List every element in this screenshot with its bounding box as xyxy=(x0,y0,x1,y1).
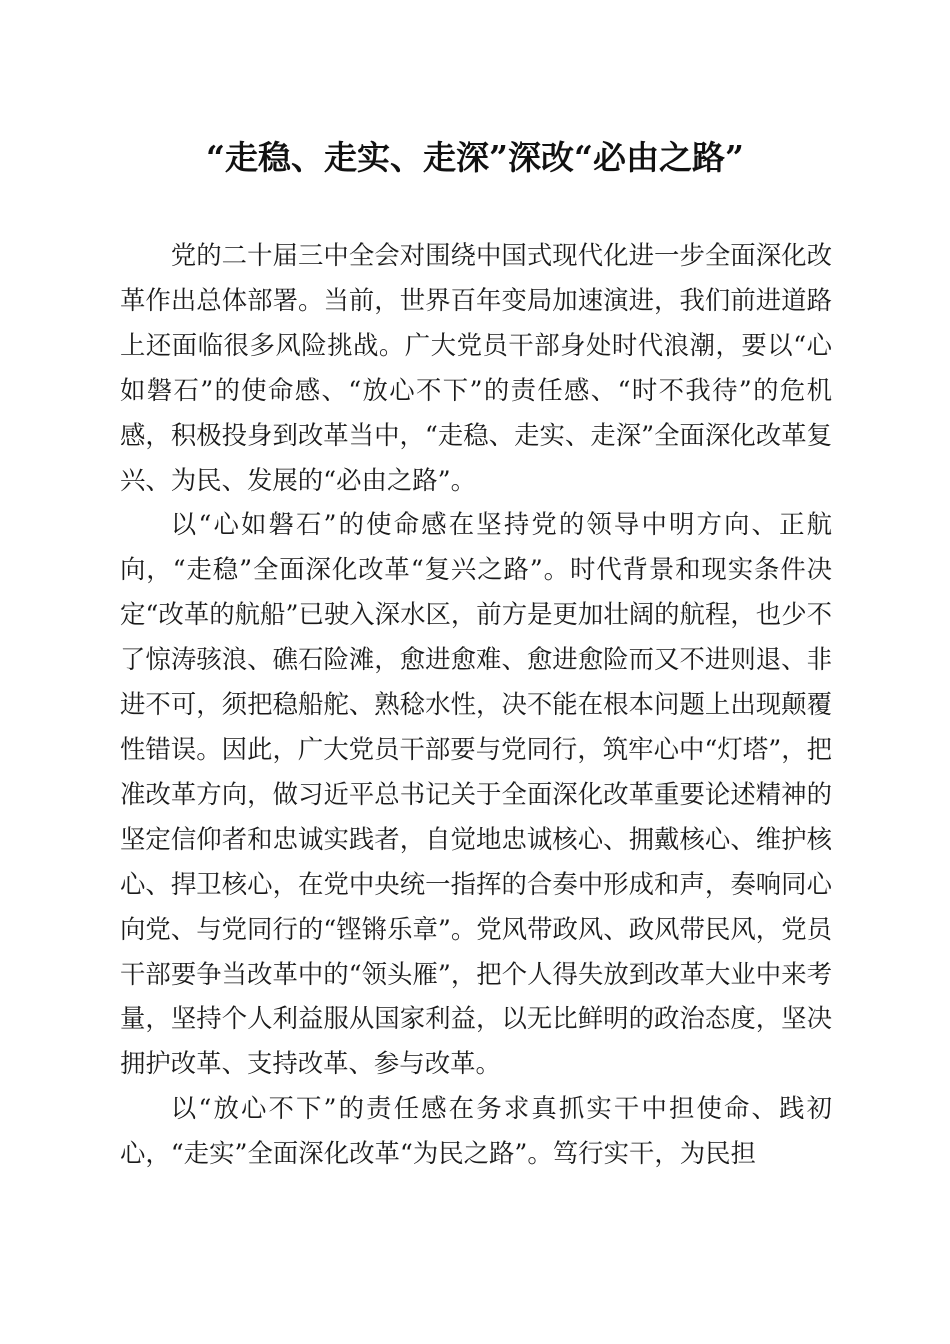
paragraph-responsibility: 以“放心不下”的责任感在务求真抓实干中担使命、践初心，“走实”全面深化改革“为民之路”。笃行实干，为民担 xyxy=(120,1093,832,1169)
document-title: “走稳、走实、走深”深改“必由之路” xyxy=(206,138,744,177)
paragraph-intro: 党的二十届三中全会对围绕中国式现代化进一步全面深化改革作出总体部署。当前，世界百年变局加速演进，我们前进道路上还面临很多风险挑战。广大党员干部身处时代浪潮，要以“心如磐石”的使命感、“放心不下”的责任感、“时不我待”的危机感，积极投身到改革当中，“走稳、走实、走深”全面深化改革复兴、为民、发展的“必由之路”。 xyxy=(120,240,832,495)
paragraph-mission: 以“心如磐石”的使命感在坚持党的领导中明方向、正航向，“走稳”全面深化改革“复兴之路”。时代背景和现实条件决定“改革的航船”已驶入深水区，前方是更加壮阔的航程，也少不了惊涛骇浪、礁石险滩，愈进愈难、愈进愈险而又不进则退、非进不可，须把稳船舵、熟稔水性，决不能在根本问题上出现颠覆性错误。因此，广大党员干部要与党同行，筑牢心中“灯塔”，把准改革方向，做习近平总书记关于全面深化改革重要论述精神的坚定信仰者和忠诚实践者，自觉地忠诚核心、拥戴核心、维护核心、捍卫核心，在党中央统一指挥的合奏中形成和声，奏响同心向党、与党同行的“铿锵乐章”。党风带政风、政风带民风，党员干部要争当改革中的“领头雁”，把个人得失放到改革大业中来考量，坚持个人利益服从国家利益，以无比鲜明的政治态度，坚决拥护改革、支持改革、参与改革。 xyxy=(120,509,832,1079)
document-body xyxy=(120,233,832,1176)
